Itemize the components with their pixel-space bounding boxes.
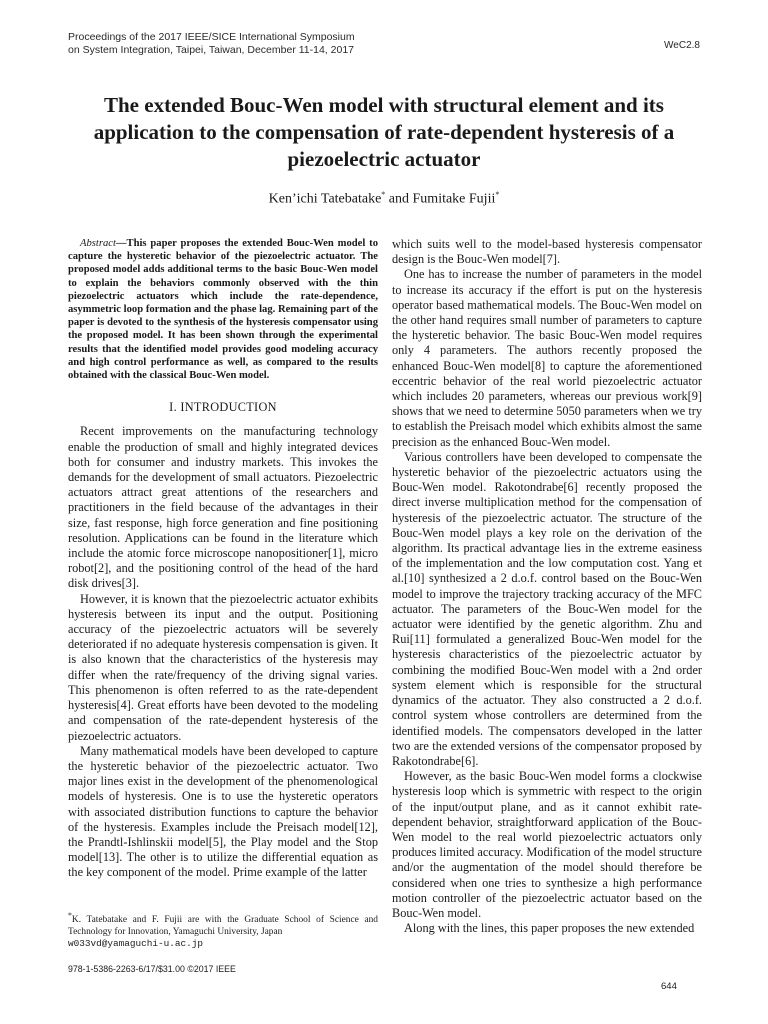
abstract-text: This paper proposes the extended Bouc-Wen model to capture the hysteretic behavior of the piezoelectric actuator. The proposed model adds additional terms to the basic Bouc-Wen model to explain the behaviors commonly observed with the thin piezoelectric actuators which include the rate-dependence, asymmetric loop formation and the phase lag. Remaining part of the paper is devoted to the synthesis of the hysteresis compensator using the proposed model. It has been shown through the experimental results that the identified model provides good modeling accuracy and high control performance as well, as compared to the results obtained with the classical Bouc-Wen model.	[68, 238, 378, 382]
author-2-mark: *	[495, 190, 500, 199]
affiliation-footnote	[68, 910, 378, 950]
right-column	[392, 237, 702, 936]
intro-paragraph: However, it is known that the piezoelectric actuator exhibits hysteresis between its input and the output. Positioning accuracy of the piezoelectric actuators will be severely deteriorated if no adequate hysteresis compensation is given. It is also known that the characteristics of the hysteresis may differ when the rate/frequency of the driving signal varies. This phenomenon is often referred to as the rate-dependent hysteresis[4]. Great efforts have been devoted to the modeling and compensation of the rate-dependent hysteresis of the piezoelectric actuators.	[68, 591, 378, 743]
paper-title: The extended Bouc-Wen model with structural element and its application to the compensation of rate-dependent hysteresis of a piezoelectric actuator	[93, 93, 675, 171]
body-paragraph: Along with the lines, this paper proposes the new extended	[404, 921, 695, 936]
copyright-line: 978-1-5386-2263-6/17/$31.00 ©2017 IEEE	[68, 964, 236, 974]
intro-paragraph: Recent improvements on the manufacturing technology enable the production of small and highly integrated devices both for consumer and industry markets. This invokes the demands for the development of small actuators. Piezoelectric actuators attract great attentions of the researchers and practitioners in the field because of the advantages in their size, fast response, high force generation and fine positioning resolution. Applications can be found in the literature which include the atomic force microscope nanopositioner[1], micro robot[2], and the positioning control of the head of the hard disk drives[3].	[68, 424, 378, 591]
author-email: w033vd@yamaguchi-u.ac.jp	[68, 938, 204, 950]
page-number: 644	[661, 981, 677, 992]
body-paragraph: However, as the basic Bouc-Wen model forms a clockwise hysteresis loop which is symmetric with respect to the origin of the input/output plane, and as it cannot exhibit rate-dependent behavior, straightforward application of the Bouc-Wen model to the real world piezoelectric actuators only produces limited accuracy. Modification of the model structure and/or the augmentation of the model should therefore be considered when one tries to synthesize a high performance motion controller of the piezoelectric actuator based on the Bouc-Wen model.	[392, 769, 702, 920]
session-code: WeC2.8	[664, 40, 700, 51]
abstract-dash: —	[115, 238, 127, 249]
footnote-mark: *	[68, 911, 72, 920]
proceedings-line-1: Proceedings of the 2017 IEEE/SICE International Symposium	[68, 31, 355, 43]
author-2: Fumitake Fujii	[412, 191, 496, 207]
left-column	[68, 237, 378, 881]
body-paragraph: which suits well to the model-based hysteresis compensator design is the Bouc-Wen model[7].	[392, 237, 702, 267]
author-1: Ken’ichi Tatebatake	[268, 191, 382, 207]
author-line	[60, 190, 708, 208]
author-connector: and	[385, 191, 413, 207]
proceedings-line-2: on System Integration, Taipei, Taiwan, December 11-14, 2017	[68, 44, 355, 56]
footnote-text: K. Tatebatake and F. Fujii are with the Graduate School of Science and Technology for Innovation, Yamaguchi University, Japan	[68, 915, 378, 938]
proceedings-header	[68, 31, 468, 57]
section-heading-introduction: I. INTRODUCTION	[169, 400, 277, 415]
author-1-mark: *	[381, 190, 386, 199]
abstract-label: Abstract	[80, 238, 116, 249]
intro-paragraph: Many mathematical models have been developed to capture the hysteretic behavior of the piezoelectric actuator. Two major lines exist in the development of the phenomenological models of hysteresis. One is to use the hysteretic operators with associated distribution functions to capture the behavior of the hysteresis. Examples include the Preisach model[12], the Prandtl-Ishlinskii model[5], the Play model and the Stop model[13]. The other is to utilize the differential equation as the key component of the model. Prime example of the latter	[68, 743, 378, 880]
body-paragraph: Various controllers have been developed to compensate the hysteretic behavior of the piezoelectric actuators using the Bouc-Wen model. Rakotondrabe[6] recently proposed the direct inverse multiplication method for the compensation of hysteresis of the piezoelectric actuator. The structure of the Bouc-Wen model plays a key role on the derivation of the algorithm. Its practical advantage lies in the extreme easiness of the implementation and the low computation cost. Yang et al.[10] synthesized a 2 d.o.f. control based on the Bouc-Wen model to improve the trajectory tracking accuracy of the MFC actuator. The parameters of the Bouc-Wen model for the actuator were identified by the genetic algorithm. Zhu and Rui[11] formulated a generalized Bouc-Wen model for the hysteresis characteristics of the piezoelectric actuator by combining the modified Bouc-Wen model with a 2nd order system element which is responsible for the structural dynamics of the actuator. They also constructed a 2 d.o.f. control system whose controllers are determined from the identified models. The compensators developed in the latter two are the extended versions of the compensator proposed by Rakotondrabe[6].	[392, 449, 702, 768]
body-paragraph: One has to increase the number of parameters in the model to increase its accuracy if the effort is put on the hysteresis operator based mathematical models. The Bouc-Wen model on the other hand requires small number of parameters to capture the hysteretic behavior. The basic Bouc-Wen model requires only 4 parameters. The authors recently proposed the enhanced Bouc-Wen model[8] to capture the aforementioned eccentric behavior of the real world piezoelectric actuator which includes 20 parameters, whereas our previous work[9] shows that we need to determine 5050 parameters when we try to establish the Preisach model which exhibits almost the same precision as the enhanced Bouc-Wen model.	[392, 267, 702, 449]
abstract	[68, 237, 378, 382]
